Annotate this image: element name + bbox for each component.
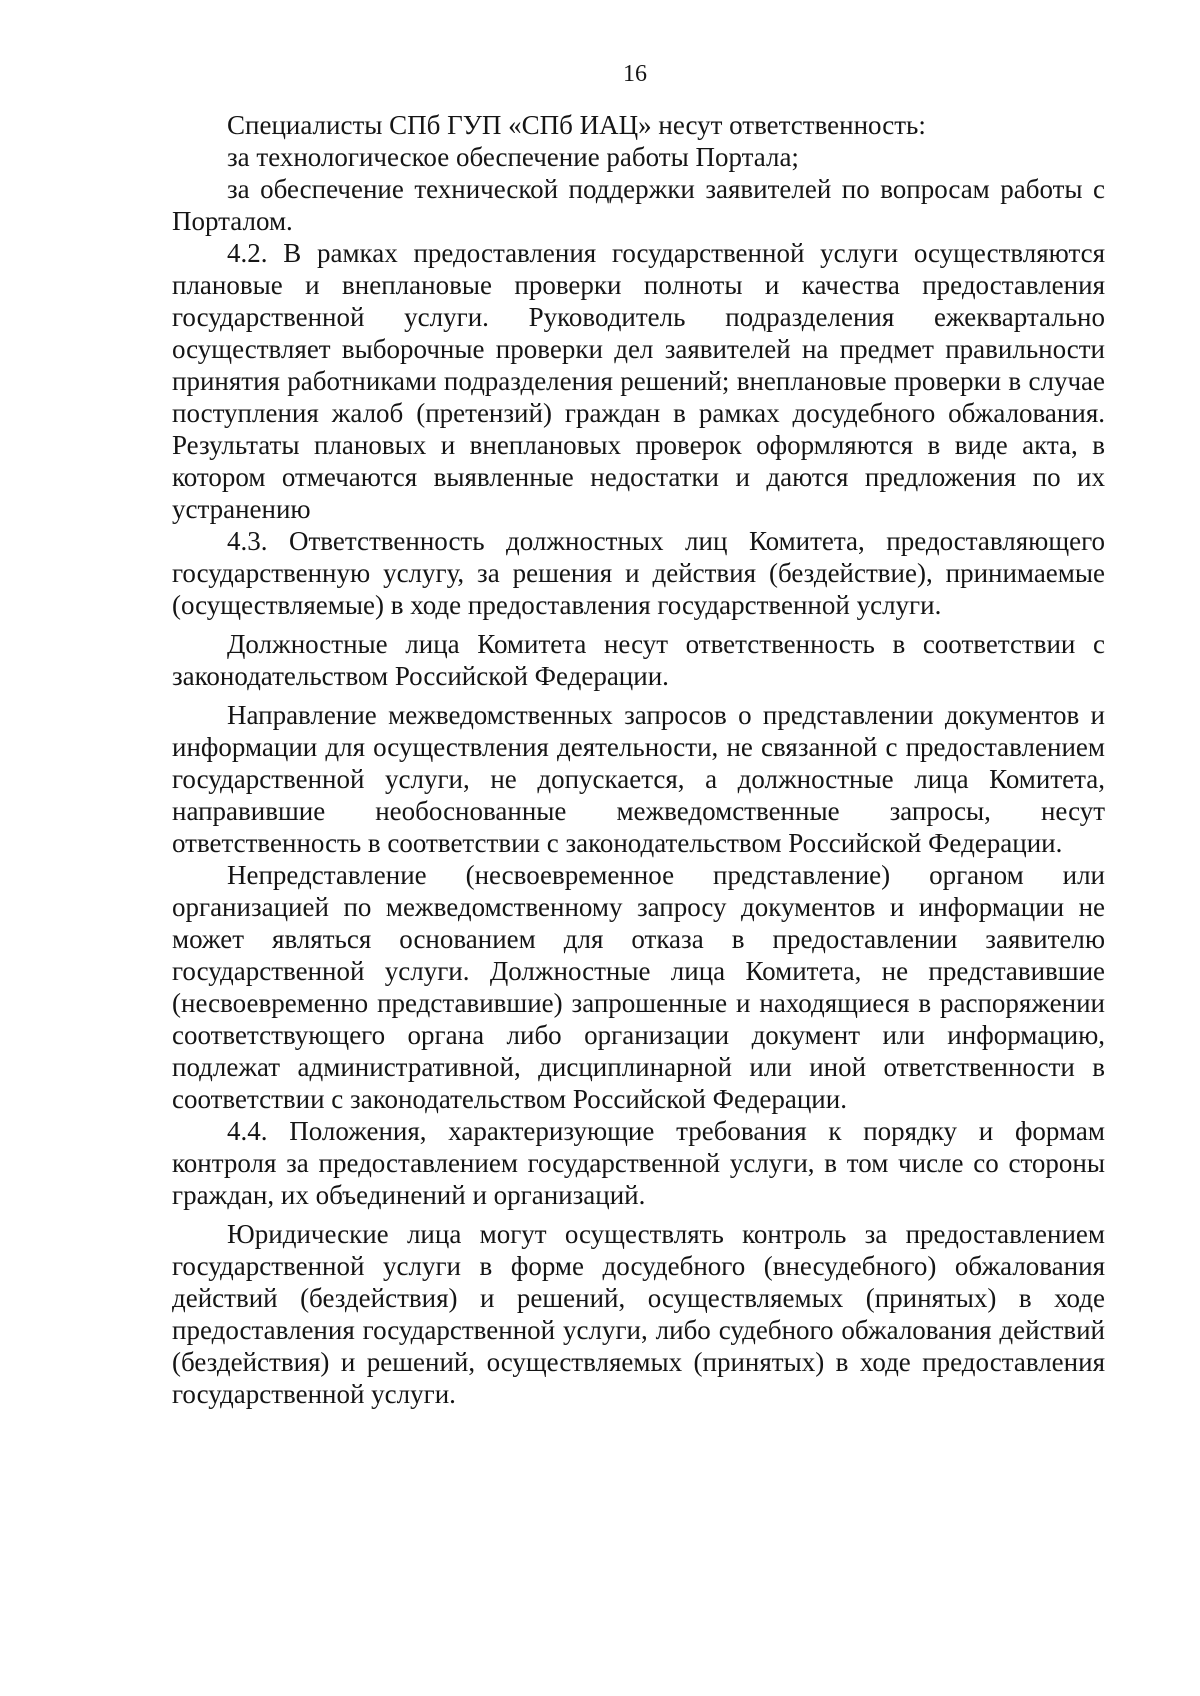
paragraph: Непредставление (несвоевременное представление) органом или организацией по межведомственному запросу документов и информации не может являться основанием для отказа в предоставлении заявителю государственной услуги. Должностные лица Комитета, не представившие (несвоевременно представившие) запрошенные и находящиеся в распоряжении соответствующего органа либо организации документ или информацию, подлежат административной, дисциплинарной или иной ответственности в соответствии с законодательством Российской Федерации. (172, 860, 1105, 1114)
paragraph: Должностные лица Комитета несут ответственность в соответствии с законодательством Российской Федерации. (172, 629, 1105, 691)
paragraph: Направление межведомственных запросов о представлении документов и информации для осуществления деятельности, не связанной с предоставлением государственной услуги, не допускается, а должностные лица Комитета, направившие необоснованные межведомственные запросы, несут ответственность в соответствии с законодательством Российской Федерации. (172, 700, 1105, 858)
paragraph: 4.4. Положения, характеризующие требования к порядку и формам контроля за предоставлением государственной услуги, в том числе со стороны граждан, их объединений и организаций. (172, 1116, 1105, 1210)
paragraph: Специалисты СПб ГУП «СПб ИАЦ» несут ответственность: (227, 110, 926, 140)
paragraph: 4.3. Ответственность должностных лиц Комитета, предоставляющего государственную услугу, за решения и действия (бездействие), принимаемые (осуществляемые) в ходе предоставления государственной услуги. (172, 526, 1105, 620)
page-number: 16 (623, 61, 647, 87)
paragraph: за обеспечение технической поддержки заявителей по вопросам работы с Порталом. (172, 174, 1105, 236)
paragraph: Юридические лица могут осуществлять контроль за предоставлением государственной услуги в форме досудебного (внесудебного) обжалования действий (бездействия) и решений, осуществляемых (принятых) в ходе предоставления государственной услуги, либо судебного обжалования действий (бездействия) и решений, осуществляемых (принятых) в ходе предоставления государственной услуги. (172, 1219, 1105, 1409)
paragraph: 4.2. В рамках предоставления государственной услуги осуществляются плановые и внеплановые проверки полноты и качества предоставления государственной услуги. Руководитель подразделения ежеквартально осуществляет выборочные проверки дел заявителей на предмет правильности принятия работниками подразделения решений; внеплановые проверки в случае поступления жалоб (претензий) граждан в рамках досудебного обжалования. Результаты плановых и внеплановых проверок оформляются в виде акта, в котором отмечаются выявленные недостатки и даются предложения по их устранению (172, 238, 1105, 524)
document-body (172, 109, 1105, 1410)
paragraph: за технологическое обеспечение работы Портала; (227, 142, 799, 172)
